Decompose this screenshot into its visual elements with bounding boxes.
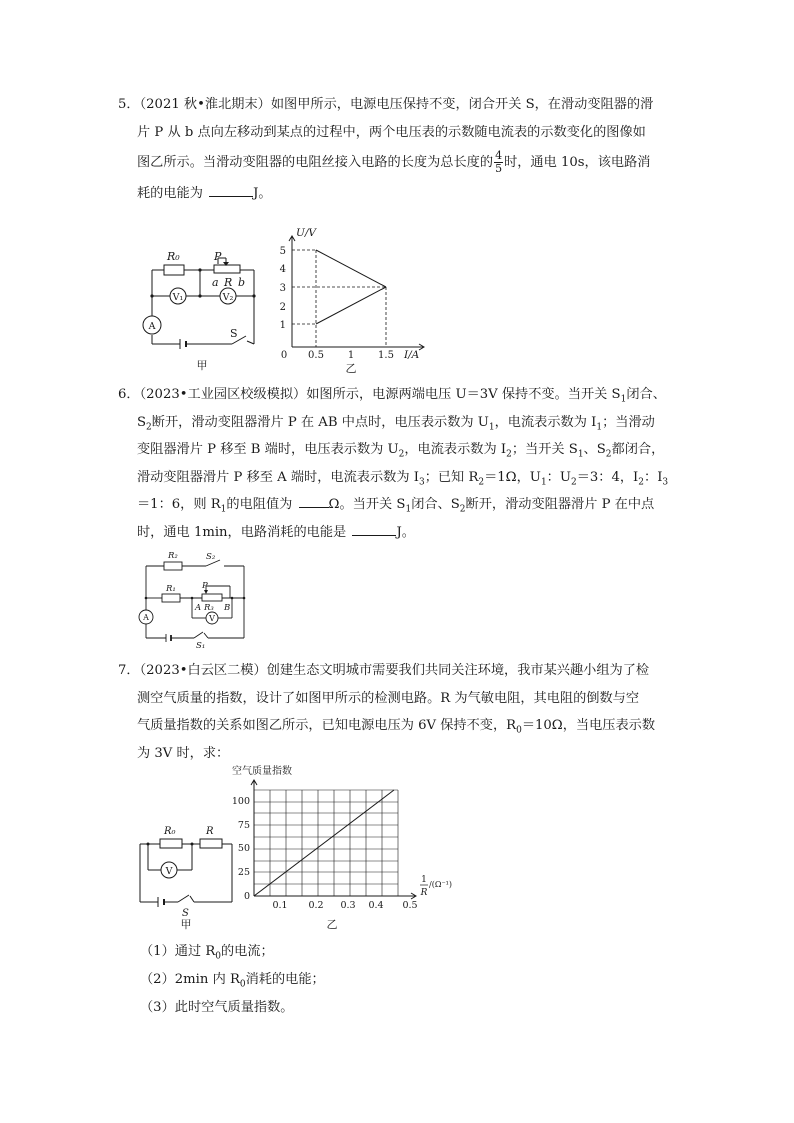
q6-sub: 2 [506, 449, 512, 460]
q7-subquestion-1 [140, 942, 274, 967]
q5-voltmeter-v2: V₂ [222, 292, 234, 303]
q7-ytick: 50 [237, 843, 250, 854]
q7-caption-jia: 甲 [180, 918, 192, 931]
q5-number: 5． [118, 97, 140, 112]
q6-label-r2: R₂ [168, 551, 178, 561]
q5-caption-jia: 甲 [196, 359, 208, 372]
q6-sub: 2 [570, 477, 577, 488]
q7-line2: 测空气质量的指数，设计了如图甲所示的检测电路。R 为气敏电阻，其电阻的倒数与空 [137, 690, 640, 706]
q7-xtick: 0.2 [308, 900, 324, 911]
q5-series-v2-line [316, 287, 386, 324]
q5-circuit-diagram [134, 244, 274, 374]
q5-line2: 片 P 从 b 点向左移动到某点的过程中，两个电压表的示数随电流表的示数变化的图像如 [137, 124, 646, 140]
q6-sub: 1 [540, 477, 547, 488]
q6-sub: 1 [577, 449, 584, 460]
q6-sub: 2 [605, 449, 612, 460]
q6-label-b: B [224, 603, 231, 613]
q6-text: ；当滑动 [602, 414, 655, 430]
q6-text: S [137, 414, 147, 430]
q5-fraction [494, 150, 503, 175]
q6-label-a: A [195, 603, 202, 613]
q7-line3b: ＝10Ω，当电压表示数 [521, 718, 656, 733]
q7-xlabel-num: 1 [421, 875, 427, 885]
q6-text: 时，通电 1min，电路消耗的电能是 [137, 524, 351, 540]
q7-xtick: 0.1 [272, 900, 288, 911]
q5-xtick: 0.5 [308, 350, 324, 361]
q7-ytick: 75 [237, 820, 250, 831]
q7-series-line [254, 790, 394, 896]
q6-text: 的电阻值为 [226, 497, 297, 512]
q6-text: 断开，滑动变阻器滑片 P 在 AB 中点时，电压表示数为 U [151, 414, 489, 430]
q6-sub: 1 [620, 394, 627, 405]
q5-frac-num: 4 [495, 149, 503, 162]
q7-xtick: 0.3 [340, 900, 356, 911]
q6-sub: 1 [488, 422, 495, 433]
q6-sub: 2 [478, 477, 485, 488]
q5-voltmeter-v1: V₁ [172, 292, 184, 303]
q5-ytick: 1 [279, 320, 286, 331]
q5-xtick: 0 [280, 350, 288, 361]
q7-sub2-a: （2）2min 内 R [140, 972, 240, 987]
q7-xlabel-unit: /(Ω⁻¹) [429, 880, 452, 889]
q6-text: ＝1Ω，U [484, 469, 541, 485]
q5-ytick: 2 [279, 302, 286, 313]
q5-series-v1-line [316, 250, 386, 287]
q5-line4a: 耗的电能为 [137, 186, 208, 201]
q5-ytick: 3 [279, 283, 286, 294]
q7-number: 7． [118, 663, 140, 678]
q5-source: （2021 秋•淮北期末） [139, 97, 271, 112]
q7-line4: 为 3V 时，求： [137, 745, 230, 761]
q6-voltmeter: V [209, 614, 215, 623]
q7-xlabel-den: R [420, 888, 428, 898]
q7-graph [228, 762, 478, 932]
q7-voltmeter: V [165, 866, 173, 877]
q7-sub1-a: （1）通过 R [140, 944, 216, 959]
q6-sub: 2 [398, 449, 405, 460]
q5-line3a: 图乙所示。当滑动变阻器的电阻丝接入电路的长度为总长度的 [137, 155, 494, 170]
q5-caption-yi: 乙 [345, 362, 357, 374]
q6-number: 6． [118, 387, 140, 402]
q6-text: ：I [644, 469, 663, 485]
q5-label-b: b [238, 276, 246, 289]
q5-ytick: 5 [279, 246, 286, 257]
q7-subquestion-3: （3）此时空气质量指数。 [140, 1000, 294, 1015]
q5-graph [276, 224, 436, 374]
q5-ammeter: A [148, 321, 156, 332]
q6-ammeter: A [143, 613, 149, 622]
q6-text: ，电流表示数为 I [404, 442, 507, 457]
q5-label-p: P [214, 250, 222, 263]
q6-sub: 1 [220, 504, 227, 515]
q6-sub: 3 [418, 477, 425, 488]
q6-text: 闭合、S [411, 497, 460, 512]
q5-frac-den: 5 [495, 162, 503, 175]
q5-answer-blank[interactable] [209, 182, 253, 197]
q6-text: 断开，滑动变阻器滑片 P 在中点 [465, 497, 655, 512]
q7-sub: 0 [215, 951, 221, 962]
q6-text: ；当开关 S [511, 442, 578, 457]
q5-xlabel: I/A [404, 349, 420, 361]
q7-sub2-b: 消耗的电能； [245, 972, 325, 987]
q6-text: 、S [583, 442, 606, 457]
q5-ylabel: U/V [296, 227, 316, 239]
q6-answer-blank-1[interactable] [299, 493, 329, 508]
q5-line3b: 时，通电 10s，该电路消 [504, 155, 651, 170]
q7-ytick: 0 [243, 891, 250, 902]
q7-line1: 创建生态文明城市需要我们共同关注环境，我市某兴趣小组为了检 [266, 663, 650, 678]
q5-label-r: R [224, 276, 233, 289]
q6-text: 都闭合， [611, 442, 665, 457]
q7-xtick: 0.5 [402, 900, 418, 911]
q7-label-r: R [206, 826, 214, 837]
q6-text: Ω。当开关 S [328, 497, 406, 512]
q7-source: （2023•白云区二模） [139, 663, 267, 678]
q5-label-a: a [212, 276, 219, 289]
q5-label-r0: R₀ [167, 250, 180, 263]
q6-circuit-diagram [136, 548, 256, 648]
q6-sub: 2 [638, 477, 645, 488]
q7-label-s: S [182, 908, 189, 919]
q7-ytick: 25 [237, 867, 250, 878]
q6-sub: 2 [459, 504, 466, 515]
q6-line1-tail: 闭合、 [626, 387, 666, 402]
q5-switch-s: S [230, 327, 238, 340]
question-7-text [118, 657, 678, 767]
q5-line4b: J。 [253, 186, 272, 201]
q5-line1: 如图甲所示，电源电压保持不变，闭合开关 S，在滑动变阻器的滑 [270, 97, 654, 112]
q6-text: ：U [546, 469, 571, 485]
q7-sub: 0 [239, 979, 246, 990]
q7-sub1-b: 的电流； [221, 944, 274, 959]
q6-label-r3: R₃ [204, 603, 214, 613]
q7-line3: 气质量指数的关系如图乙所示，已知电源电压为 6V 保持不变，R [137, 718, 517, 733]
q6-sub: 1 [596, 422, 603, 433]
q6-text: ＝1：6，则 R [137, 497, 221, 512]
question-5-text [118, 91, 678, 208]
q5-xtick: 1 [347, 350, 355, 361]
q6-answer-blank-2[interactable] [352, 521, 396, 536]
q7-xlabel [420, 875, 452, 898]
q5-ytick: 4 [279, 264, 286, 275]
q6-text: 变阻器滑片 P 移至 B 端时，电压表示数为 U [137, 442, 399, 457]
q7-sub: 0 [516, 725, 522, 736]
q6-label-s2: S₂ [206, 552, 216, 562]
q6-text: 滑动变阻器滑片 P 移至 A 端时，电流表示数为 I [137, 469, 419, 485]
q7-caption-yi: 乙 [326, 918, 338, 931]
q7-xtick: 0.4 [368, 900, 384, 911]
question-6-text [118, 381, 678, 546]
q6-text: ＝3：4，I [576, 469, 639, 485]
q6-text: J。 [396, 524, 415, 540]
q6-line1: 如图所示，电源两端电压 U＝3V 保持不变。当开关 S [306, 387, 621, 402]
q5-xtick: 1.5 [378, 350, 394, 361]
q6-label-s1: S₁ [196, 641, 206, 648]
q6-label-r1: R₁ [166, 584, 176, 594]
q6-sub: 2 [146, 422, 152, 433]
q6-text: ；已知 R [424, 469, 479, 485]
q6-sub: 3 [662, 477, 669, 488]
q6-label-p: P [202, 581, 208, 591]
q6-source: （2023•工业园区校级模拟） [139, 387, 307, 402]
q7-ytick: 100 [231, 796, 250, 807]
q7-subquestion-2 [140, 970, 325, 995]
q7-label-r0: R₀ [164, 826, 176, 837]
q7-ylabel: 空气质量指数 [232, 766, 292, 777]
q6-sub: 1 [405, 504, 412, 515]
q6-text: ，电流表示数为 I [494, 414, 597, 430]
